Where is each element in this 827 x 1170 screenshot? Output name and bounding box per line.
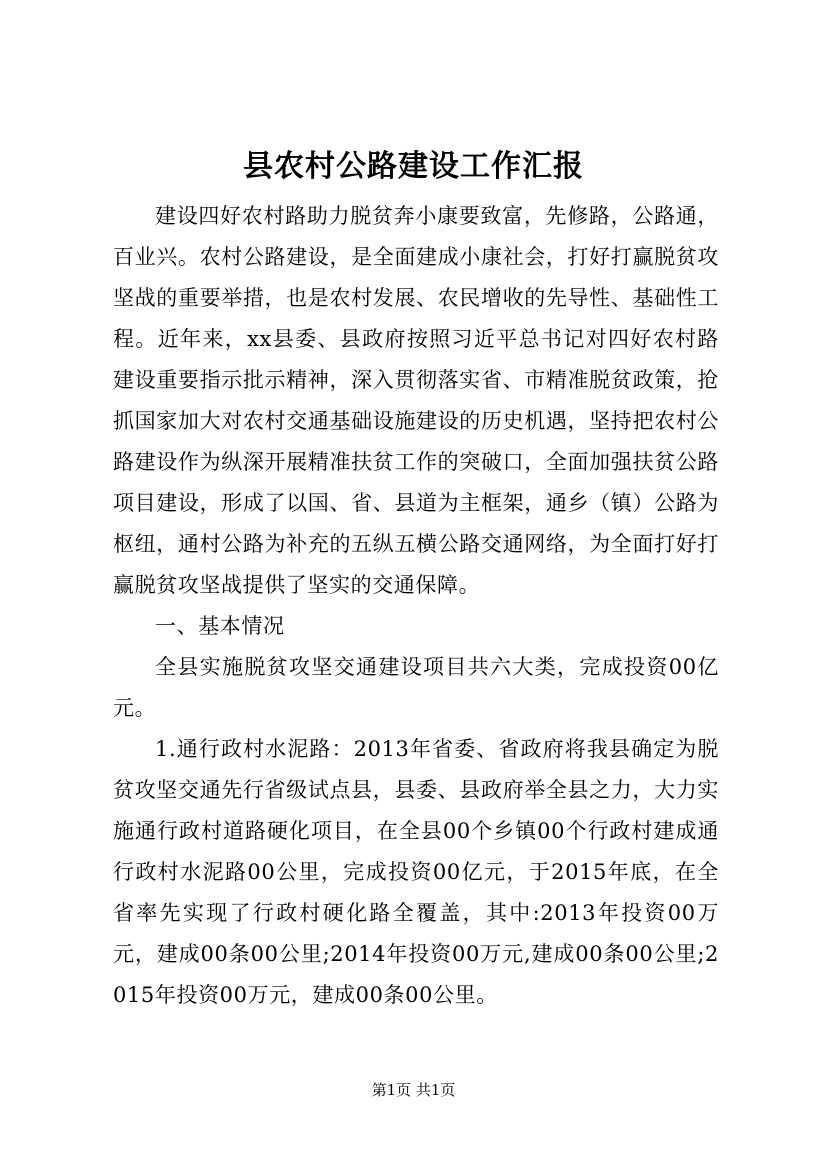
intro-paragraph: 建设四好农村路助力脱贫奔小康要致富，先修路，公路通，百业兴。农村公路建设，是全面建成小康社会，打好打赢脱贫攻坚战的重要举措，也是农村发展、农民增收的先导性、基础性工程。近年来，xx县委、县政府按照习近平总书记对四好农村路建设重要指示批示精神，深入贯彻落实省、市精准脱贫政策，抢抓国家加大对农村交通基础设施建设的历史机遇，坚持把农村公路建设作为纵深开展精准扶贫工作的突破口，全面加强扶贫公路项目建设，形成了以国、省、县道为主框架，通乡（镇）公路为枢纽，通村公路为补充的五纵五横公路交通网络，为全面打好打赢脱贫攻坚战提供了坚实的交通保障。 xyxy=(113,204,719,597)
document-title: 县农村公路建设工作汇报 xyxy=(243,149,584,184)
document-body xyxy=(113,196,719,1016)
investment-summary-paragraph: 全县实施脱贫攻坚交通建设项目共六大类，完成投资00亿元。 xyxy=(113,655,719,720)
cement-road-paragraph: 1.通行政村水泥路：2013年省委、省政府将我县确定为脱贫攻坚交通先行省级试点县，县委、县政府举全县之力，大力实施通行政村道路硬化项目，在全县00个乡镇00个行政村建成通行政村水泥路00公里，完成投资00亿元，于2015年底，在全省率先实现了行政村硬化路全覆盖，其中:2013年投资00万元，建成00条00公里;2014年投资00万元,建成00条00公里;2015年投资00万元，建成00条00公里。 xyxy=(113,737,719,1007)
page-number-footer: 第1页 共1页 xyxy=(371,1081,456,1099)
section-heading-basic-situation: 一、基本情况 xyxy=(155,614,285,638)
